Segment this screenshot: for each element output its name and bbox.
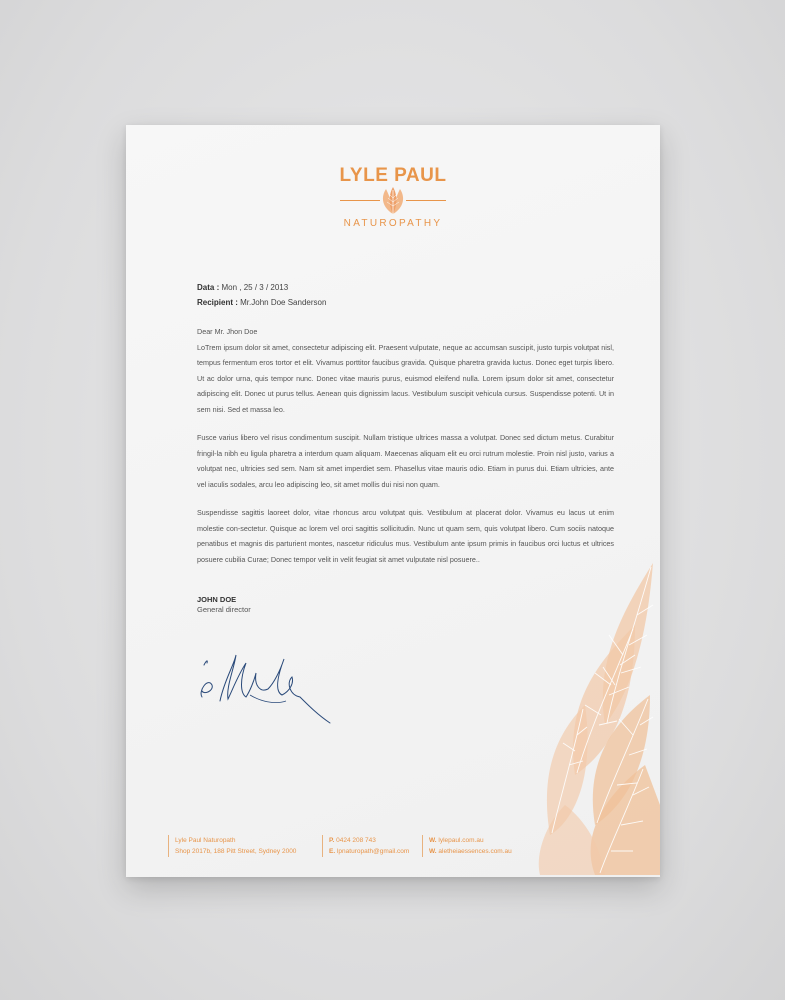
recipient-label: Recipient : [197, 298, 238, 307]
phone-label: P. [329, 837, 335, 844]
footer-company: Lyle Paul Naturopath [175, 837, 236, 844]
letter-paragraph: Fusce varius libero vel risus condimentum suscipit. Nullam tristique ultrices massa a volutpat. Donec sed dictum metus. Curabitur fringil-la nibh eu ligula pharetra a interdum quam aliquam. Maecenas aliquam elit eu orci rutrum molestie. Proin nisl justo, varius a volutpat nec, ultricies sed sem. Nam sit amet imperdiet sem. Phasellus vitae mauris odio. Etiam in purus dui. Etiam ultricies, ante vel iaculis sodales, arcu leo adipiscing leo, sit amet mollis dui nisi non quam. [197, 433, 614, 489]
handwritten-signature [190, 635, 350, 725]
date-line [197, 280, 326, 295]
brand-logo [126, 165, 660, 229]
logo-divider-left [340, 200, 380, 201]
letter-body [197, 324, 614, 580]
footer-email[interactable]: lpnaturopath@gmail.com [336, 848, 410, 855]
letter-paragraph: LoTrem ipsum dolor sit amet, consectetur adipiscing elit. Praesent vulputate, neque ac accumsan suscipit, justo turpis volutpat nisl, tempus fermentum eros tortor et elit. Vivamus porttitor faucibus gravida. Quisque pharetra gravida luctus. Donec eget turpis libero. Ut ac dolor urna, quis tempor nunc. Donec vitae mauris purus, euismod eleifend nulla. Lorem ipsum dolor sit amet, consectetur adipiscing elit. Donec ut purus tellus. Aenean quis dignissim lacus. Vestibulum suscipit vehicula cursus. Suspendisse potenti. Ut in sem nisi. Sed et massa leo. [197, 342, 614, 414]
letterhead-page [126, 125, 660, 877]
signer-title: General director [197, 605, 251, 614]
letter-meta [197, 280, 326, 310]
brand-name: LYLE PAUL [339, 165, 447, 186]
signer-block [197, 595, 251, 615]
footer-phone[interactable]: 0424 208 743 [336, 837, 376, 844]
recipient-line [197, 295, 326, 310]
footer-address-col [168, 835, 296, 857]
footer-website-1[interactable]: lylepaul.com.au [438, 837, 484, 844]
brand-tagline: NATUROPATHY [343, 218, 443, 229]
signer-name: JOHN DOE [197, 595, 237, 604]
footer-address: Shop 2017b, 188 Pitt Street, Sydney 2000 [175, 848, 297, 855]
footer-contact-col [322, 835, 409, 857]
email-label: E. [329, 848, 336, 855]
footer-web-col [422, 835, 512, 857]
letter-paragraph: Suspendisse sagittis laoreet dolor, vitae rhoncus arcu volutpat quis. Vestibulum at placerat dolor. Vivamus eu lacus ut enim molestie con-sectetur. Quisque ac lorem vel orci sagittis sollicitudin. Nunc ut quam sem, quis volutpat libero. Cum sociis natoque penatibus et magnis dis parturient montes, nascetur ridiculus mus. Vestibulum ante ipsum primis in faucibus orci luctus et ultrices posuere cubilia Curae; Donec tempor velit in velit feugiat sit amet vulputate nisl posuere.. [197, 507, 614, 564]
date-value: Mon , 25 / 3 / 2013 [221, 283, 289, 292]
recipient-value: Mr.John Doe Sanderson [240, 298, 327, 307]
footer-website-2[interactable]: aletheiaessences.com.au [438, 848, 512, 855]
logo-divider-right [406, 200, 446, 201]
leaf-icon [377, 186, 409, 216]
web1-label: W. [429, 837, 437, 844]
letter-greeting: Dear Mr. Jhon Doe [197, 327, 258, 336]
decorative-leaves [525, 555, 660, 875]
date-label: Data : [197, 283, 220, 292]
web2-label: W. [429, 848, 437, 855]
